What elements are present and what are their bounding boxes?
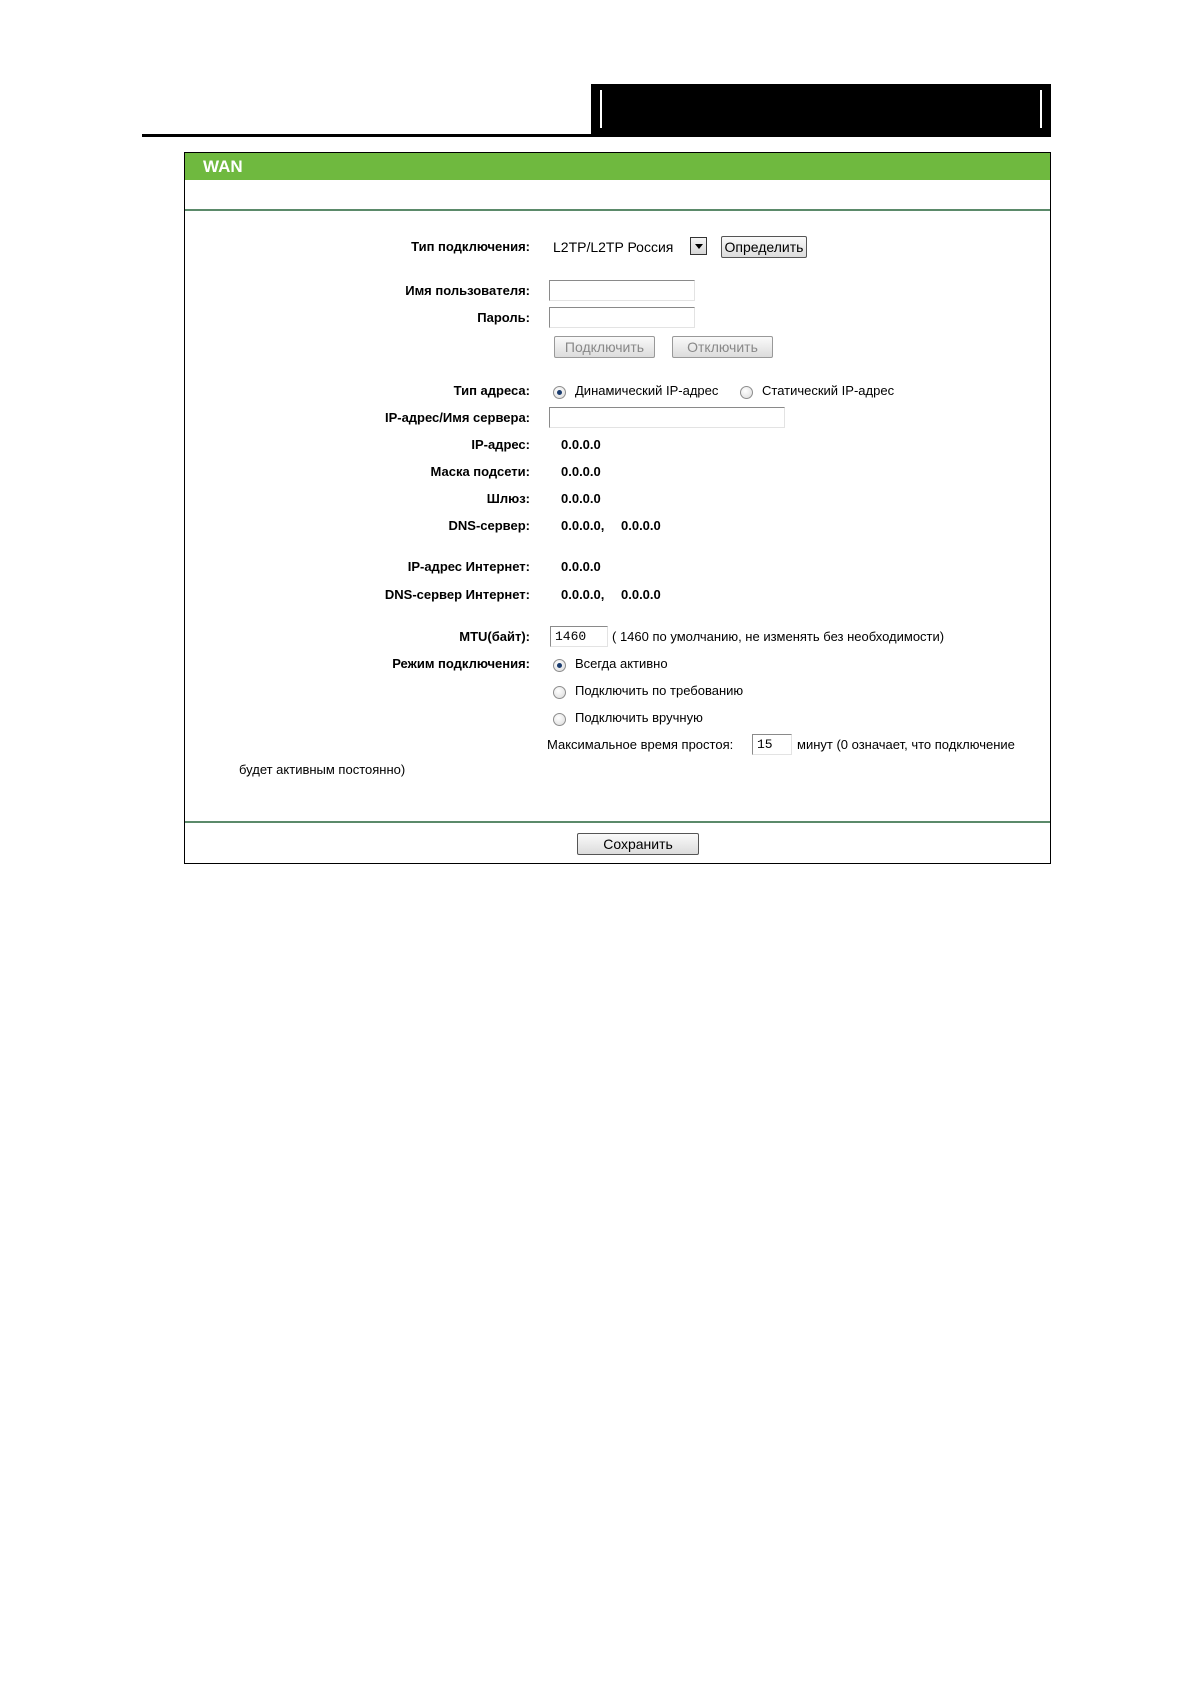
static-ip-label: Статический IP-адрес <box>762 383 895 398</box>
on-demand-radio[interactable] <box>553 686 566 699</box>
subnet-mask-value: 0.0.0.0 <box>561 464 601 479</box>
disconnect-button[interactable]: Отключить <box>672 336 773 358</box>
password-input[interactable] <box>549 307 695 328</box>
subnet-mask-label: Маска подсети: <box>430 464 530 479</box>
username-label: Имя пользователя: <box>405 283 530 298</box>
mtu-input[interactable] <box>550 626 608 647</box>
internet-ip-label: IP-адрес Интернет: <box>407 559 530 574</box>
save-button[interactable]: Сохранить <box>577 833 699 855</box>
panel-header <box>185 153 1050 180</box>
internet-dns-label: DNS-сервер Интернет: <box>384 587 530 602</box>
idle-time-continuation: будет активным постоянно) <box>239 762 406 777</box>
username-input[interactable] <box>549 280 695 301</box>
address-type-label: Тип адреса: <box>453 383 530 398</box>
ip-address-value: 0.0.0.0 <box>561 437 601 452</box>
dns-label: DNS-сервер: <box>448 518 530 533</box>
detect-button[interactable]: Определить <box>721 236 807 258</box>
dns-value-secondary: 0.0.0.0 <box>621 518 661 533</box>
on-demand-label: Подключить по требованию <box>575 683 744 698</box>
top-divider <box>185 209 1050 211</box>
internet-ip-value: 0.0.0.0 <box>561 559 601 574</box>
bottom-divider <box>185 821 1050 823</box>
connection-type-value: L2TP/L2TP Россия <box>553 239 674 255</box>
manual-radio[interactable] <box>553 713 566 726</box>
mtu-label: MTU(байт): <box>459 629 530 644</box>
connection-type-label: Тип подключения: <box>411 239 530 254</box>
dns-value-primary: 0.0.0.0, <box>561 518 605 533</box>
chevron-down-icon[interactable] <box>690 237 707 255</box>
connect-button[interactable]: Подключить <box>554 336 655 358</box>
ip-address-label: IP-адрес: <box>471 437 530 452</box>
server-label: IP-адрес/Имя сервера: <box>384 410 530 425</box>
static-ip-radio[interactable] <box>740 386 753 399</box>
gateway-label: Шлюз: <box>486 491 530 506</box>
mtu-hint: ( 1460 по умолчанию, не изменять без необходимости) <box>612 629 945 644</box>
password-label: Пароль: <box>477 310 530 325</box>
manual-label: Подключить вручную <box>575 710 703 725</box>
server-input[interactable] <box>549 407 785 428</box>
internet-dns-value-secondary: 0.0.0.0 <box>621 587 661 602</box>
gateway-value: 0.0.0.0 <box>561 491 601 506</box>
connection-mode-label: Режим подключения: <box>392 656 530 671</box>
panel-title: WAN <box>203 157 243 176</box>
connection-type-select[interactable] <box>549 236 707 258</box>
idle-time-input[interactable] <box>752 734 792 755</box>
wan-panel <box>184 152 1051 864</box>
page-header-rule <box>142 134 1051 137</box>
dynamic-ip-label: Динамический IP-адрес <box>575 383 719 398</box>
dynamic-ip-radio[interactable] <box>553 386 566 399</box>
always-on-radio[interactable] <box>553 659 566 672</box>
page-header-box <box>591 84 1051 134</box>
internet-dns-value-primary: 0.0.0.0, <box>561 587 605 602</box>
idle-time-suffix: минут (0 означает, что подключение <box>797 737 1015 752</box>
idle-time-label: Максимальное время простоя: <box>547 737 734 752</box>
always-on-label: Всегда активно <box>575 656 668 671</box>
